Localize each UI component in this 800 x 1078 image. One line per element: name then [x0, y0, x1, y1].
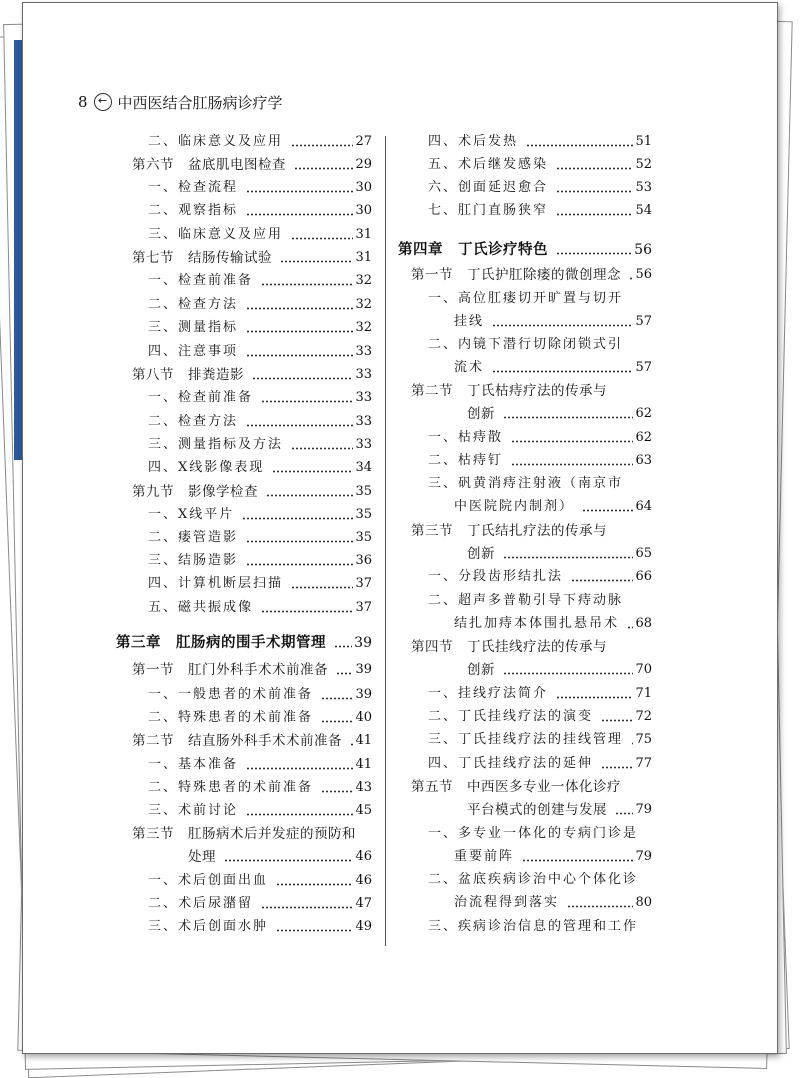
- toc-subsection-entry[interactable]: [428, 916, 652, 938]
- toc-entry-label: 创新: [467, 546, 495, 562]
- page-number: 8: [78, 93, 88, 111]
- toc-leader-dots: [321, 720, 353, 723]
- toc-leader-dots: [276, 883, 353, 886]
- toc-entry-label: 二、丁氏挂线疗法的演变: [428, 709, 594, 724]
- toc-entry-label: 四、X线影像表现: [148, 460, 265, 475]
- toc-entry-label: 一、检查流程: [148, 180, 239, 195]
- toc-page-number: 32: [355, 273, 372, 288]
- toc-subsection-entry[interactable]: [454, 357, 652, 379]
- toc-subsection-entry[interactable]: [148, 893, 372, 915]
- sheet-edge-blue: [14, 40, 22, 460]
- toc-entry-label: 第三节 肛肠病术后并发症的预防和: [132, 826, 356, 842]
- toc-subsection-entry[interactable]: [428, 869, 652, 891]
- toc-subsection-entry[interactable]: [454, 311, 652, 333]
- toc-entry-label: 五、术后继发感染: [428, 157, 549, 172]
- toc-page-number: 68: [635, 616, 652, 631]
- toc-leader-dots: [294, 167, 353, 170]
- toc-page-number: 51: [635, 134, 652, 149]
- toc-section-entry[interactable]: [467, 799, 652, 821]
- toc-page-number: 33: [355, 367, 372, 382]
- toc-section-entry[interactable]: [411, 264, 652, 286]
- toc-page-number: 66: [635, 569, 652, 584]
- toc-page-number: 33: [355, 437, 372, 452]
- toc-subsection-entry[interactable]: [148, 317, 372, 339]
- toc-section-entry[interactable]: [132, 364, 372, 386]
- toc-entry-label: 中医院院内制剂）: [454, 499, 575, 514]
- toc-subsection-entry[interactable]: [148, 597, 372, 619]
- toc-subsection-entry[interactable]: [148, 550, 372, 572]
- toc-entry-label: 二、枯痔钉: [428, 453, 504, 468]
- toc-leader-dots: [629, 277, 633, 280]
- toc-page-number: 43: [355, 780, 372, 795]
- toc-subsection-entry[interactable]: [148, 707, 372, 729]
- toc-page-number: 33: [355, 390, 372, 405]
- toc-leader-dots: [246, 767, 353, 770]
- toc-subsection-entry[interactable]: [428, 823, 652, 845]
- toc-leader-dots: [246, 330, 353, 333]
- toc-page-number: 33: [355, 414, 372, 429]
- toc-entry-label: 第八节 排粪造影: [132, 367, 244, 383]
- toc-page-number: 57: [635, 360, 652, 375]
- toc-subsection-entry[interactable]: [148, 200, 372, 222]
- toc-entry-label: 四、丁氏挂线疗法的延伸: [428, 756, 594, 771]
- toc-page-number: 47: [355, 896, 372, 911]
- toc-entry-label: 六、创面延迟愈合: [428, 180, 549, 195]
- toc-page-number: 30: [355, 180, 372, 195]
- toc-section-entry[interactable]: [411, 380, 652, 402]
- toc-subsection-entry[interactable]: [148, 224, 372, 246]
- toc-subsection-entry[interactable]: [148, 294, 372, 316]
- toc-leader-dots: [511, 463, 633, 466]
- toc-entry-label: 第三节 丁氏结扎疗法的传承与: [411, 523, 607, 539]
- toc-entry-label: 二、特殊患者的术前准备: [148, 710, 314, 725]
- toc-entry-label: 二、临床意义及应用: [148, 134, 284, 149]
- toc-leader-dots: [556, 190, 633, 193]
- toc-entry-label: 二、盆底疾病诊治中心个体化诊: [428, 872, 639, 887]
- toc-entry-label: 三、矾黄消痔注射液（南京市: [428, 476, 624, 491]
- toc-page-number: 79: [635, 849, 652, 864]
- toc-page-number: 35: [355, 530, 372, 545]
- toc-subsection-entry[interactable]: [148, 527, 372, 549]
- toc-page-number: 54: [635, 203, 652, 218]
- toc-page-number: 46: [355, 849, 372, 864]
- toc-section-entry[interactable]: [467, 543, 652, 565]
- toc-entry-label: 二、内镜下潜行切除闭锁式引: [428, 337, 624, 352]
- toc-page-number: 77: [635, 756, 652, 771]
- toc-entry-label: 第一节 肛门外科手术术前准备: [132, 662, 328, 678]
- toc-page-number: 30: [355, 203, 372, 218]
- toc-subsection-entry[interactable]: [148, 754, 372, 776]
- toc-chapter-entry[interactable]: [116, 632, 372, 654]
- toc-subsection-entry[interactable]: [148, 916, 372, 938]
- toc-entry-label: 四、术后发热: [428, 134, 519, 149]
- toc-leader-dots: [556, 213, 633, 216]
- toc-page-number: 41: [355, 757, 372, 772]
- toc-page-number: 40: [355, 710, 372, 725]
- toc-leader-dots: [280, 260, 353, 263]
- toc-leader-dots: [503, 556, 633, 559]
- toc-section-entry[interactable]: [132, 247, 372, 269]
- toc-leader-dots: [582, 509, 633, 512]
- toc-entry-label: 三、测量指标及方法: [148, 437, 284, 452]
- toc-leader-dots: [291, 144, 353, 147]
- toc-leader-dots: [350, 743, 353, 746]
- toc-page-number: 62: [635, 430, 652, 445]
- toc-subsection-entry[interactable]: [454, 613, 652, 635]
- toc-leader-dots: [503, 416, 633, 419]
- toc-leader-dots: [246, 190, 353, 193]
- toc-page-number: 39: [355, 687, 372, 702]
- toc-page-number: 64: [635, 499, 652, 514]
- toc-subsection-entry[interactable]: [428, 288, 652, 310]
- toc-section-entry[interactable]: [132, 823, 372, 845]
- toc-subsection-entry[interactable]: [428, 729, 652, 751]
- toc-page-number: 52: [635, 157, 652, 172]
- toc-chapter-entry[interactable]: [398, 239, 652, 261]
- toc-page-number: 29: [355, 157, 372, 172]
- toc-entry-label: 第二节 结直肠外科手术术前准备: [132, 733, 342, 749]
- toc-leader-dots: [242, 517, 353, 520]
- toc-page-number: 33: [355, 344, 372, 359]
- toc-subsection-entry[interactable]: [148, 684, 372, 706]
- toc-page-number: 31: [355, 250, 372, 265]
- toc-leader-dots: [291, 237, 353, 240]
- toc-page-number: 32: [355, 297, 372, 312]
- toc-leader-dots: [567, 905, 633, 908]
- toc-subsection-entry[interactable]: [148, 800, 372, 822]
- toc-page-number: 65: [635, 546, 652, 561]
- toc-entry-label: 二、检查方法: [148, 414, 239, 429]
- toc-leader-dots: [615, 812, 633, 815]
- toc-leader-dots: [321, 790, 353, 793]
- toc-leader-dots: [556, 167, 633, 170]
- toc-entry-label: 一、检查前准备: [148, 390, 254, 405]
- toc-leader-dots: [601, 719, 633, 722]
- toc-entry-label: 二、特殊患者的术前准备: [148, 780, 314, 795]
- toc-entry-label: 一、分段齿形结扎法: [428, 569, 564, 584]
- toc-page-number: 32: [355, 320, 372, 335]
- toc-subsection-entry[interactable]: [454, 846, 652, 868]
- toc-entry-label: 三、术后创面水肿: [148, 919, 269, 934]
- toc-entry-label: 三、丁氏挂线疗法的挂线管理: [428, 732, 624, 747]
- toc-leader-dots: [261, 610, 353, 613]
- toc-subsection-entry[interactable]: [428, 566, 652, 588]
- toc-section-entry[interactable]: [132, 659, 372, 681]
- toc-subsection-entry[interactable]: [148, 504, 372, 526]
- toc-entry-label: 二、术后尿潴留: [148, 896, 254, 911]
- toc-entry-label: 三、临床意义及应用: [148, 227, 284, 242]
- toc-entry-label: 一、多专业一体化的专病门诊是: [428, 826, 639, 841]
- toc-entry-label: 创新: [467, 406, 495, 422]
- toc-page-number: 39: [354, 635, 372, 651]
- toc-entry-label: 重要前阵: [454, 849, 515, 864]
- toc-subsection-entry[interactable]: [428, 683, 652, 705]
- toc-leader-dots: [334, 645, 352, 648]
- toc-entry-label: 四、注意事项: [148, 344, 239, 359]
- toc-leader-dots: [246, 813, 353, 816]
- toc-entry-label: 第三章 肛肠病的围手术期管理: [116, 634, 326, 651]
- toc-entry-label: 一、X线平片: [148, 507, 235, 522]
- toc-page-number: 57: [635, 314, 652, 329]
- toc-section-entry[interactable]: [411, 520, 652, 542]
- toc-entry-label: 三、测量指标: [148, 320, 239, 335]
- toc-entry-label: 第二节 丁氏枯痔疗法的传承与: [411, 383, 607, 399]
- toc-leader-dots: [336, 672, 353, 675]
- toc-page-number: 49: [355, 919, 372, 934]
- toc-section-entry[interactable]: [132, 154, 372, 176]
- toc-page-number: 80: [635, 895, 652, 910]
- toc-leader-dots: [246, 354, 353, 357]
- toc-page-number: 56: [635, 267, 652, 282]
- toc-section-entry[interactable]: [132, 481, 372, 503]
- toc-entry-label: 三、结肠造影: [148, 553, 239, 568]
- toc-section-entry[interactable]: [411, 636, 652, 658]
- toc-subsection-entry[interactable]: [428, 706, 652, 728]
- toc-subsection-entry[interactable]: [428, 450, 652, 472]
- toc-entry-label: 一、挂线疗法简介: [428, 686, 549, 701]
- toc-page-number: 35: [355, 507, 372, 522]
- toc-entry-label: 一、枯痔散: [428, 430, 504, 445]
- toc-entry-label: 第一节 丁氏护肛除瘘的微创理念: [411, 267, 621, 283]
- toc-entry-label: 第五节 中西医多专业一体化诊疗: [411, 779, 621, 795]
- toc-subsection-entry[interactable]: [148, 573, 372, 595]
- toc-subsection-entry[interactable]: [428, 334, 652, 356]
- toc-leader-dots: [511, 440, 633, 443]
- toc-page-number: 37: [355, 576, 372, 591]
- toc-leader-dots: [272, 470, 353, 473]
- toc-leader-dots: [246, 540, 353, 543]
- page-header: [78, 92, 283, 112]
- toc-leader-dots: [261, 400, 353, 403]
- toc-leader-dots: [246, 563, 353, 566]
- toc-entry-label: 第四章 丁氏诊疗特色: [398, 241, 548, 258]
- toc-leader-dots: [276, 929, 353, 932]
- toc-entry-label: 一、检查前准备: [148, 273, 254, 288]
- toc-leader-dots: [291, 447, 353, 450]
- toc-entry-label: 处理: [188, 849, 216, 865]
- toc-leader-dots: [627, 626, 633, 629]
- toc-entry-label: 结扎加痔本体围扎悬吊术: [454, 616, 620, 631]
- toc-entry-label: 第七节 结肠传输试验: [132, 250, 272, 266]
- toc-entry-label: 挂线: [454, 314, 485, 329]
- toc-subsection-entry[interactable]: [148, 870, 372, 892]
- back-arrow-icon: ←: [94, 93, 112, 111]
- toc-subsection-entry[interactable]: [428, 131, 652, 153]
- toc-entry-label: 三、术前讨论: [148, 803, 239, 818]
- toc-entry-label: 四、计算机断层扫描: [148, 576, 284, 591]
- toc-page-number: 36: [355, 553, 372, 568]
- toc-subsection-entry[interactable]: [428, 177, 652, 199]
- toc-page-number: 71: [635, 686, 652, 701]
- toc-leader-dots: [492, 324, 633, 327]
- column-divider: [385, 136, 386, 946]
- toc-subsection-entry[interactable]: [428, 473, 652, 495]
- toc-section-entry[interactable]: [132, 730, 372, 752]
- toc-page-number: 27: [355, 134, 372, 149]
- toc-entry-label: 第四节 丁氏挂线疗法的传承与: [411, 639, 607, 655]
- toc-entry-label: 一、一般患者的术前准备: [148, 687, 314, 702]
- toc-subsection-entry[interactable]: [428, 753, 652, 775]
- toc-page-number: 37: [355, 600, 372, 615]
- toc-page-number: 45: [355, 803, 372, 818]
- toc-leader-dots: [503, 672, 633, 675]
- toc-leader-dots: [246, 307, 353, 310]
- toc-page-number: 53: [635, 180, 652, 195]
- toc-entry-label: 第九节 影像学检查: [132, 484, 258, 500]
- toc-leader-dots: [291, 586, 353, 589]
- toc-subsection-entry[interactable]: [428, 154, 652, 176]
- toc-leader-dots: [526, 144, 633, 147]
- toc-page-number: 63: [635, 453, 652, 468]
- toc-entry-label: 创新: [467, 662, 495, 678]
- toc-page-number: 31: [355, 227, 372, 242]
- toc-section-entry[interactable]: [467, 659, 652, 681]
- toc-entry-label: 第六节 盆底肌电图检查: [132, 157, 286, 173]
- toc-subsection-entry[interactable]: [428, 427, 652, 449]
- toc-page-number: 46: [355, 873, 372, 888]
- toc-entry-label: 治流程得到落实: [454, 895, 560, 910]
- toc-subsection-entry[interactable]: [148, 270, 372, 292]
- toc-section-entry[interactable]: [467, 403, 652, 425]
- toc-subsection-entry[interactable]: [428, 590, 652, 612]
- toc-leader-dots: [246, 424, 353, 427]
- toc-entry-label: 五、磁共振成像: [148, 600, 254, 615]
- toc-leader-dots: [571, 579, 633, 582]
- toc-entry-label: 一、基本准备: [148, 757, 239, 772]
- toc-leader-dots: [261, 283, 353, 286]
- toc-subsection-entry[interactable]: [148, 131, 372, 153]
- toc-subsection-entry[interactable]: [148, 387, 372, 409]
- toc-page-number: 34: [355, 460, 372, 475]
- toc-subsection-entry[interactable]: [428, 200, 652, 222]
- toc-leader-dots: [224, 859, 353, 862]
- toc-page-number: 41: [355, 733, 372, 748]
- toc-entry-label: 二、瘘管造影: [148, 530, 239, 545]
- toc-page-number: 56: [634, 242, 652, 258]
- toc-entry-label: 平台模式的创建与发展: [467, 802, 607, 818]
- toc-entry-label: 一、高位肛瘘切开旷置与切开: [428, 291, 624, 306]
- toc-entry-label: 七、肛门直肠狭窄: [428, 203, 549, 218]
- toc-page-number: 70: [635, 662, 652, 677]
- toc-entry-label: 二、观察指标: [148, 203, 239, 218]
- toc-page-number: 72: [635, 709, 652, 724]
- toc-subsection-entry[interactable]: [148, 434, 372, 456]
- toc-leader-dots: [266, 494, 353, 497]
- toc-leader-dots: [261, 906, 353, 909]
- toc-subsection-entry[interactable]: [148, 777, 372, 799]
- toc-leader-dots: [321, 697, 353, 700]
- book-title: 中西医结合肛肠病诊疗学: [117, 93, 283, 112]
- toc-entry-label: 三、疾病诊治信息的管理和工作: [428, 919, 639, 934]
- toc-section-entry[interactable]: [188, 846, 372, 868]
- toc-subsection-entry[interactable]: [148, 177, 372, 199]
- toc-leader-dots: [492, 370, 633, 373]
- toc-leader-dots: [601, 766, 633, 769]
- toc-entry-label: 流术: [454, 360, 485, 375]
- toc-leader-dots: [631, 742, 633, 745]
- toc-subsection-entry[interactable]: [148, 411, 372, 433]
- toc-page-number: 79: [635, 802, 652, 817]
- toc-leader-dots: [522, 859, 633, 862]
- toc-leader-dots: [252, 377, 353, 380]
- toc-subsection-entry[interactable]: [454, 496, 652, 518]
- toc-subsection-entry[interactable]: [148, 341, 372, 363]
- toc-subsection-entry[interactable]: [148, 457, 372, 479]
- toc-page-number: 39: [355, 662, 372, 677]
- toc-section-entry[interactable]: [411, 776, 652, 798]
- toc-subsection-entry[interactable]: [454, 892, 652, 914]
- toc-page-number: 62: [635, 406, 652, 421]
- toc-leader-dots: [246, 213, 353, 216]
- toc-page-number: 75: [635, 732, 652, 747]
- toc-leader-dots: [556, 252, 632, 255]
- toc-leader-dots: [556, 696, 633, 699]
- toc-entry-label: 二、超声多普勒引导下痔动脉: [428, 593, 624, 608]
- toc-entry-label: 二、检查方法: [148, 297, 239, 312]
- toc-entry-label: 一、术后创面出血: [148, 873, 269, 888]
- toc-page-number: 35: [355, 484, 372, 499]
